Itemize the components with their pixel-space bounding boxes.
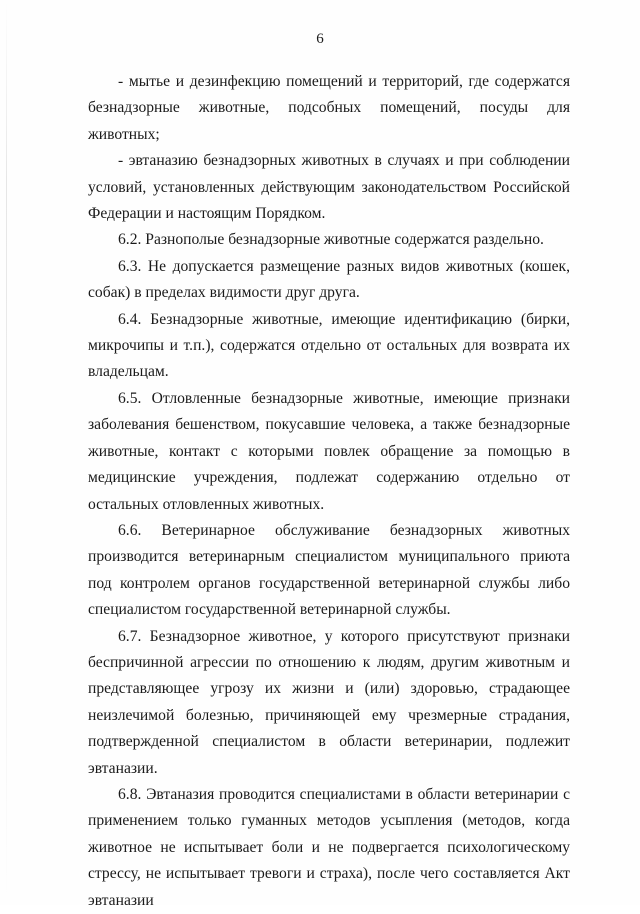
paragraph-6-4: 6.4. Безнадзорные животные, имеющие идентификацию (бирки, микрочипы и т.п.), содержатся отдельно от остальных для возврата их владельцам. (88, 310, 570, 381)
page-number: 6 (316, 31, 324, 47)
paragraph-6-8: 6.8. Эвтаназия проводится специалистами в области ветеринарии с применением только гуманных методов усыпления (методов, когда животное не испытывает боли и не подвергается психологическому стрессу, не испытывает тревоги и страха), после чего составляется Акт эвтаназии (88, 785, 570, 909)
paragraph-6-3: 6.3. Не допускается размещение разных видов животных (кошек, собак) в пределах видимости друг друга. (88, 257, 570, 302)
paragraph-6-6: 6.6. Ветеринарное обслуживание безнадзорных животных производится ветеринарным специалистом муниципального приюта под контролем органов государственной ветеринарной службы либо специалистом государственной ветеринарной службы. (88, 521, 570, 619)
scan-edge-shadow (6, 0, 7, 905)
paragraph-euthanasia-item: - эвтаназию безнадзорных животных в случаях и при соблюдении условий, установленных действующим законодательством Российской Федерации и настоящим Порядком. (88, 152, 570, 223)
paragraph-cleaning: - мытье и дезинфекцию помещений и территорий, где содержатся безнадзорные животные, подсобных помещений, посуды для животных; (88, 73, 570, 143)
document-body (88, 69, 570, 914)
paragraph-6-7: 6.7. Безнадзорное животное, у которого присутствуют признаки беспричинной агрессии по отношению к людям, другим животным и представляющее угрозу их жизни и (или) здоровью, страдающее неизлечимой болезнью, причиняющей ему чрезмерные страдания, подтвержденной специалистом в области ветеринарии, подлежит эвтаназии. (88, 627, 570, 777)
paragraph-6-5: 6.5. Отловленные безнадзорные животные, имеющие признаки заболевания бешенством, покусавшие человека, а также безнадзорные животные, контакт с которыми повлек обращение за помощью в медицинские учреждения, подлежат содержанию отдельно от остальных отловленных животных. (88, 389, 570, 513)
paragraph-6-2: 6.2. Разнополые безнадзорные животные содержатся раздельно. (118, 231, 544, 249)
